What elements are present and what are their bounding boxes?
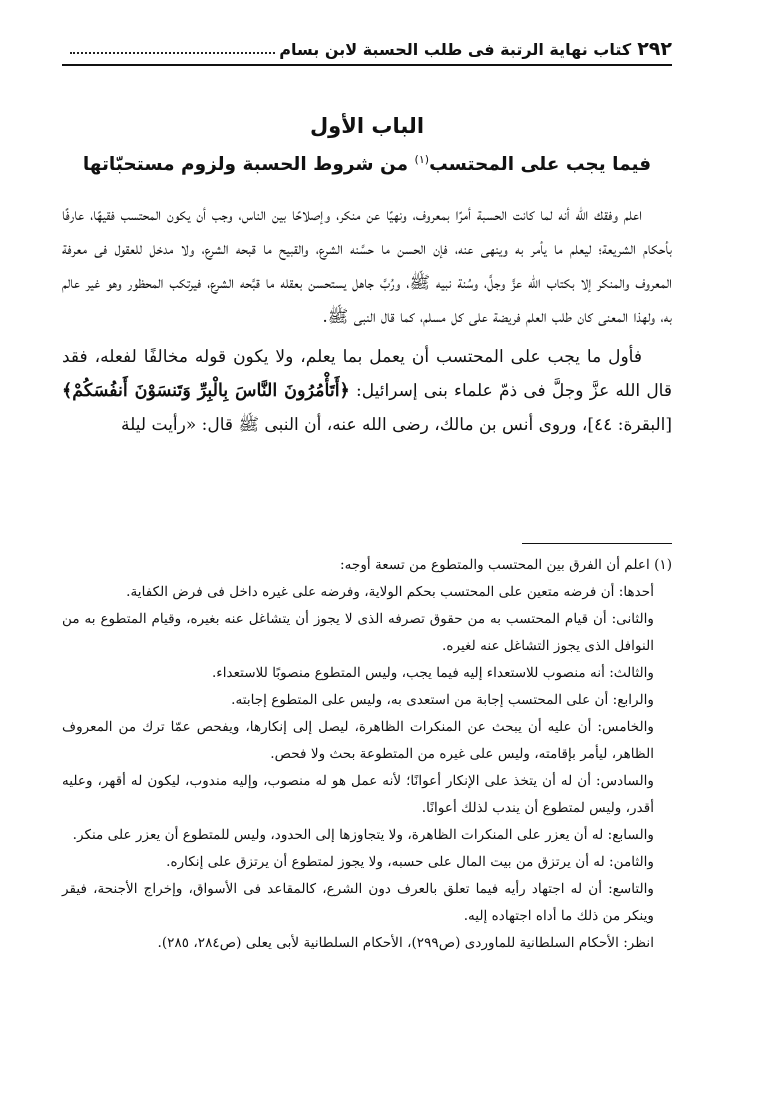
footnote-separator — [522, 543, 672, 544]
quran-verse: ﴿أَتَأْمُرُونَ النَّاسَ بِالْبِرِّ وَتَنسَوْنَ أَنفُسَكُمْ﴾ — [62, 381, 350, 401]
footnote-line: والخامس: أن عليه أن يبحث عن المنكرات الظاهرة، ليصل إلى إنكارها، ويفحص عمّا ترك من المعروف الظاهر، ليأمر بإقامته، وليس على غيره من المتطوعة بحث ولا فحص. — [62, 719, 654, 762]
paragraph-2-part-b: [البقرة: ٤٤]، وروى أنس بن مالك، رضى الله عنه، أن النبى ﷺ قال: «رأيت ليلة — [121, 415, 672, 435]
subtitle-text-a: فيما يجب على المحتسب — [429, 154, 652, 176]
running-title: كتاب نهاية الرتبة فى طلب الحسبة لابن بسام — [279, 39, 632, 59]
footnote-line: والثانى: أن قيام المحتسب به من حقوق تصرفه الذى لا يجوز أن يتشاغل عنه بغيره، وقيام المتطوع به من النوافل الذى يجوز التشاغل عنه لغيره. — [62, 611, 654, 654]
footnote-line: والرابع: أن على المحتسب إجابة من استعدى به، وليس على المتطوع إجابته. — [231, 692, 654, 708]
chapter-title: الباب الأول — [309, 114, 425, 138]
page-number: ٢٩٢ — [637, 38, 672, 60]
paragraph-1: اعلم وفقك الله أنه لما كانت الحسبة أمرًا بمعروف، ونهيًا عن منكر، وإصلاحًا بين الناس، وجب أن يكون المحتسب فقيهًا، عارفًا بأحكام الشريعة؛ ليعلم ما يأمر به وينهى عنه، فإن الحسن ما حسَّنه الشرع، والقبيح ما قبحه الشرع، ولا مدخل للعقول فى معرفة المعروف والمنكر إلا بكتاب الله عزَّ وجلَّ، وسُنة نبيه ﷺ، ورُبَّ جاهل يستحسن بعقله ما قبَّحه الشرع، فيرتكب المحظور وهو غير عالم به، ولهذا المعنى كان طلب العلم فريضة على كل مسلم، كما قال النبى ﷺ. — [62, 205, 672, 327]
footnote-line: أحدها: أن فرضه متعين على المحتسب بحكم الولاية، وفرضه على غيره داخل فى فرض الكفاية. — [126, 584, 654, 600]
paragraph-2-part-a: فأول ما يجب على المحتسب أن يعمل بما يعلم، ولا يكون قوله مخالفًا لفعله، فقد قال الله عزَّ وجلَّ فى ذمّ علماء بنى إسرائيل: — [62, 347, 672, 401]
footnote-line: والثامن: له أن يرتزق من بيت المال على حسبه، ولا يجوز لمتطوع أن يرتزق على إنكاره. — [166, 854, 654, 870]
footnote-line: والتاسع: أن له اجتهاد رأيه فيما تعلق بالعرف دون الشرع، كالمقاعد فى الأسواق، وإخراج الأجنحة، فيقر وينكر من ذلك ما أداه اجتهاده إليه. — [62, 881, 654, 924]
footnote-ref-1: (١) — [414, 153, 430, 166]
chapter-subtitle — [62, 153, 672, 175]
subtitle-text-b: من شروط الحسبة ولزوم مستحبّاتها — [82, 154, 415, 176]
footnote-line: والسابع: له أن يعزر على المنكرات الظاهرة، ولا يتجاوزها إلى الحدود، وليس للمتطوع أن يعزر على منكر. — [72, 827, 654, 843]
dotted-leader — [70, 52, 275, 54]
paragraph-2 — [62, 340, 672, 442]
body-text — [62, 198, 672, 442]
footnote-line: انظر: الأحكام السلطانية للماوردى (ص٢٩٩)، الأحكام السلطانية لأبى يعلى (ص٢٨٤، ٢٨٥). — [157, 935, 654, 951]
header-rule — [62, 64, 672, 66]
footnote-line: (١) اعلم أن الفرق بين المحتسب والمتطوع من تسعة أوجه: — [340, 557, 672, 573]
footnotes — [62, 552, 672, 957]
running-header — [62, 34, 672, 64]
footnote-line: والسادس: أن له أن يتخذ على الإنكار أعوانًا؛ لأنه عمل هو له منصوب، وإليه مندوب، ليكون له أقهر، وعليه أقدر، وليس لمتطوع أن يندب لذلك أعوانًا. — [62, 773, 654, 816]
footnote-line: والثالث: أنه منصوب للاستعداء إليه فيما يجب، وليس المتطوع منصوبًا للاستعداء. — [211, 665, 654, 681]
